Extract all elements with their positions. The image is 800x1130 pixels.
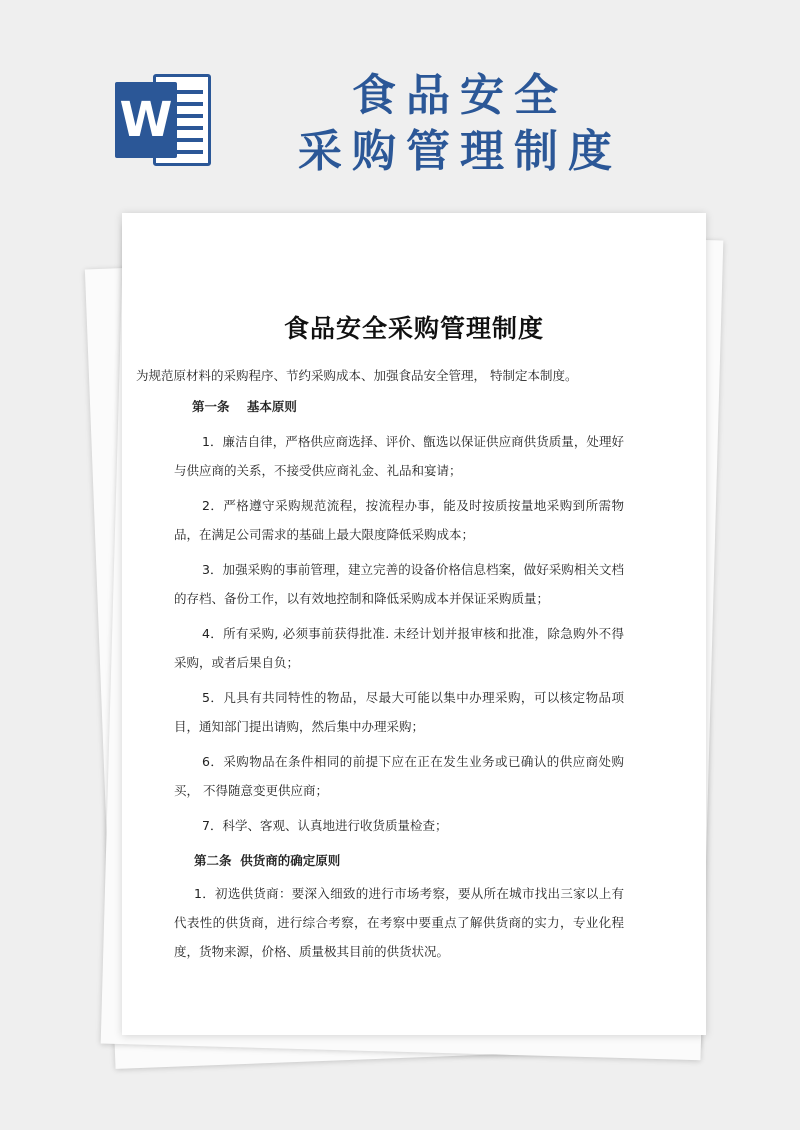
section1-item: 4．所有采购, 必须事前获得批准. 未经计划并报审核和批准，除急购外不得采购，或者后果自负； xyxy=(174,626,624,670)
intro-paragraph: 为规范原材料的采购程序、节约采购成本、加强食品安全管理， 特制定本制度。 xyxy=(136,368,578,383)
banner-title-line1: 食品安全 xyxy=(352,70,568,121)
section1-item: 6．采购物品在条件相同的前提下应在正在发生业务或已确认的供应商处购买， 不得随意变更供应商； xyxy=(174,754,624,798)
document-body xyxy=(136,361,624,966)
word-icon xyxy=(115,72,215,168)
section1-item: 1．廉洁自律，严格供应商选择、评价、甑选以保证供应商供货质量，处理好与供应商的关系，不接受供应商礼金、礼品和宴请； xyxy=(174,434,624,478)
document-page xyxy=(122,213,706,1035)
banner xyxy=(0,0,800,200)
document-title: 食品安全采购管理制度 xyxy=(283,314,544,343)
section1-item: 7．科学、客观、认真地进行收货质量检查； xyxy=(202,818,448,833)
word-logo-letter: W xyxy=(115,82,177,158)
section1-heading: 第一条 基本原则 xyxy=(192,399,297,414)
section1-item: 3．加强采购的事前管理，建立完善的设备价格信息档案，做好采购相关文档的存档、备份工作，以有效地控制和降低采购成本并保证采购质量； xyxy=(174,562,624,606)
section1-item: 5．凡具有共同特性的物品，尽最大可能以集中办理采购，可以核定物品项目，通知部门提出请购，然后集中办理采购； xyxy=(174,690,624,734)
banner-title xyxy=(250,70,670,178)
section2-item: 1．初选供货商：要深入细致的进行市场考察，要从所在城市找出三家以上有代表性的供货商，进行综合考察，在考察中要重点了解供货商的实力，专业化程度，货物来源，价格、质量极其目前的供货状况。 xyxy=(174,886,624,959)
section2-heading: 第二条 供货商的确定原则 xyxy=(194,853,341,868)
section1-item: 2．严格遵守采购规范流程，按流程办事，能及时按质按量地采购到所需物品，在满足公司需求的基础上最大限度降低采购成本； xyxy=(174,498,624,542)
banner-title-line2: 采购管理制度 xyxy=(298,126,622,177)
